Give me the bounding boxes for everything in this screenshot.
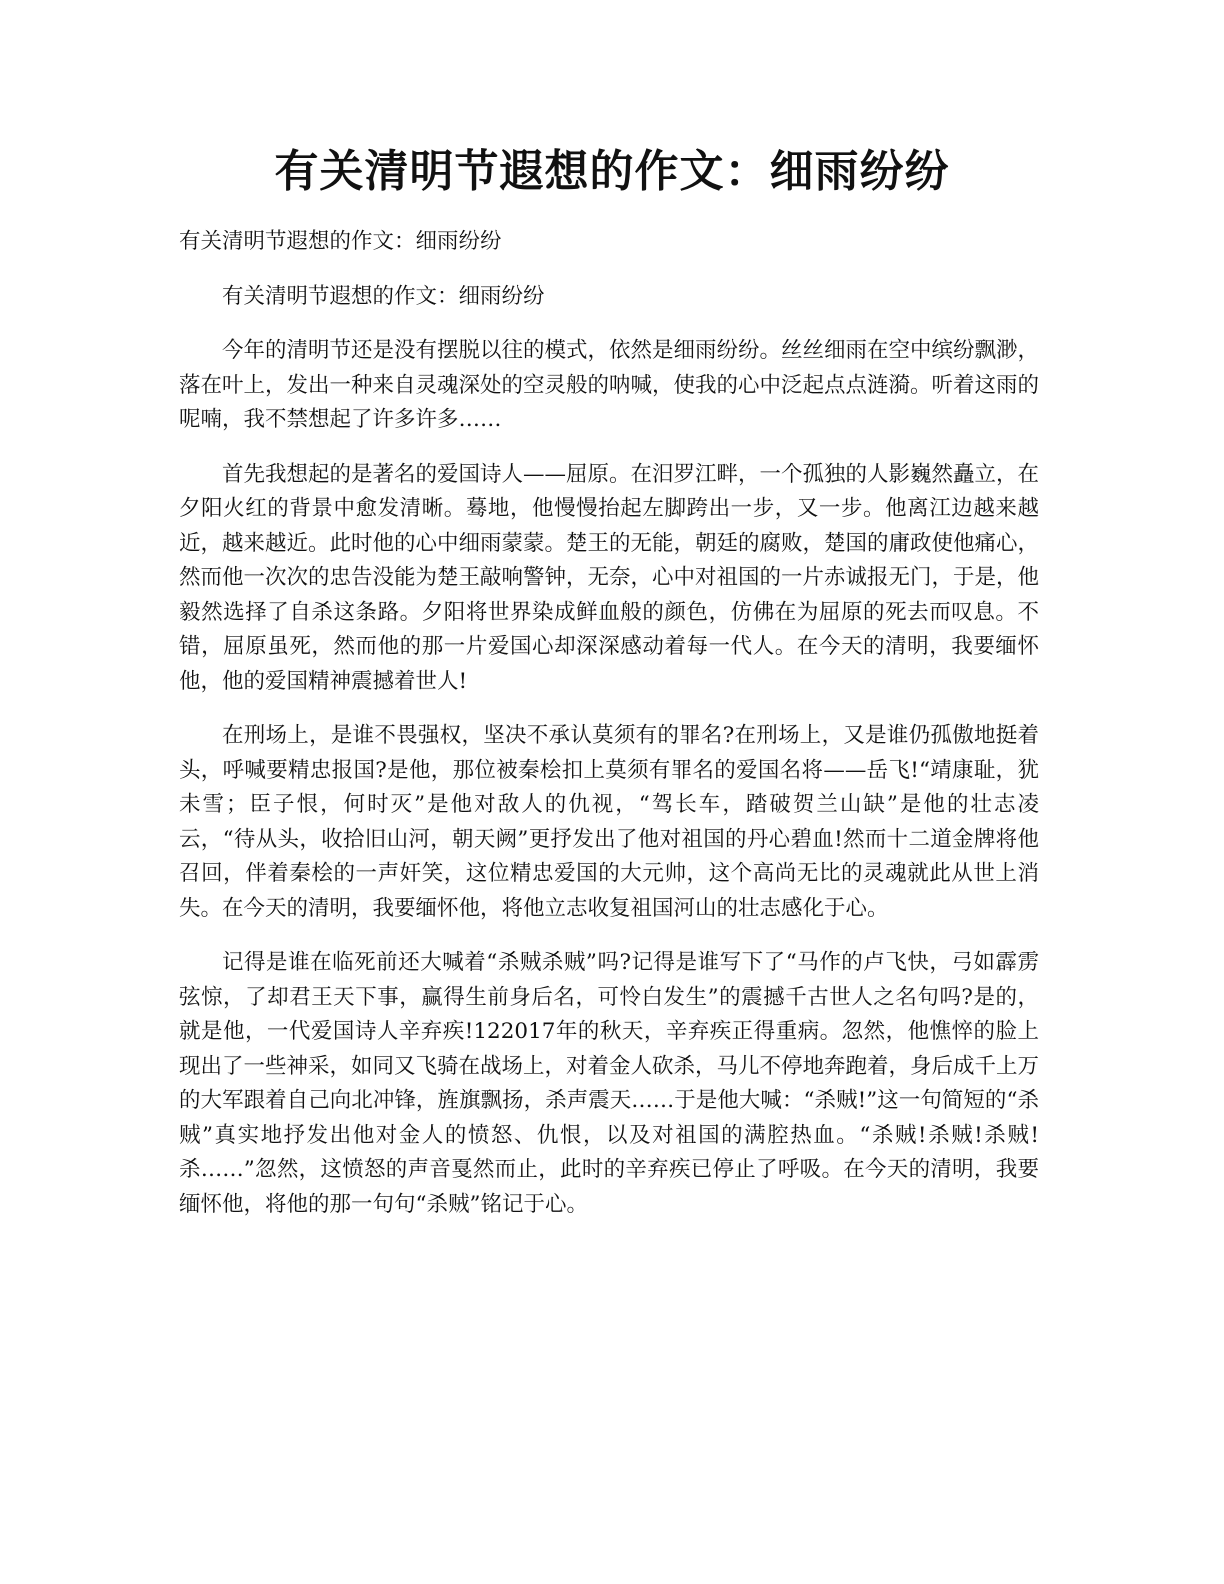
paragraph-repeat-title: 有关清明节遐想的作文：细雨纷纷 (222, 283, 545, 309)
paragraph-yue-fei: 在刑场上，是谁不畏强权，坚决不承认莫须有的罪名?在刑场上，又是谁仍孤傲地挺着头，呼喊要精忠报国?是他，那位被秦桧扣上莫须有罪名的爱国名将——岳飞!“靖康耻，犹未雪；臣子恨，何时灭”是他对敌人的仇视，“驾长车，踏破贺兰山缺”是他的壮志凌云，“待从头，收拾旧山河，朝天阙”更抒发出了他对祖国的丹心碧血!然而十二道金牌将他召回，伴着秦桧的一声奸笑，这位精忠爱国的大元帅，这个高尚无比的灵魂就此从世上消失。在今天的清明，我要缅怀他，将他立志收复祖国河山的壮志感化于心。 (179, 723, 1039, 921)
paragraph-xin-qiji: 记得是谁在临死前还大喊着“杀贼杀贼”吗?记得是谁写下了“马作的卢飞快，弓如霹雳弦惊，了却君王天下事，赢得生前身后名，可怜白发生”的震撼千古世人之名句吗?是的，就是他，一代爱国诗人辛弃疾!122017年的秋天，辛弃疾正得重病。忽然，他憔悴的脸上现出了一些神采，如同又飞骑在战场上，对着金人砍杀，马儿不停地奔跑着，身后成千上万的大军跟着自己向北冲锋，旌旗飘扬，杀声震天……于是他大喊：“杀贼!”这一句简短的“杀贼”真实地抒发出他对金人的愤怒、仇恨，以及对祖国的满腔热血。“杀贼!杀贼!杀贼!杀……”忽然，这愤怒的声音戛然而止，此时的辛弃疾已停止了呼吸。在今天的清明，我要缅怀他，将他的那一句句“杀贼”铭记于心。 (179, 950, 1040, 1217)
document-subtitle: 有关清明节遐想的作文：细雨纷纷 (179, 229, 502, 254)
document-title: 有关清明节遐想的作文：细雨纷纷 (274, 146, 950, 197)
paragraph-qu-yuan: 首先我想起的是著名的爱国诗人——屈原。在汨罗江畔，一个孤独的人影巍然矗立，在夕阳火红的背景中愈发清晰。蓦地，他慢慢抬起左脚跨出一步，又一步。他离江边越来越近，越来越近。此时他的心中细雨蒙蒙。楚王的无能，朝廷的腐败，楚国的庸政使他痛心，然而他一次次的忠告没能为楚王敲响警钟，无奈，心中对祖国的一片赤诚报无门，于是，他毅然选择了自杀这条路。夕阳将世界染成鲜血般的颜色，仿佛在为屈原的死去而叹息。不错，屈原虽死，然而他的那一片爱国心却深深感动着每一代人。在今天的清明，我要缅怀他，他的爱国精神震撼着世人! (179, 461, 1040, 694)
document-body (179, 225, 1039, 1242)
paragraph-intro: 今年的清明节还是没有摆脱以往的模式，依然是细雨纷纷。丝丝细雨在空中缤纷飘渺，落在叶上，发出一种来自灵魂深处的空灵般的呐喊，使我的心中泛起点点涟漪。听着这雨的呢喃，我不禁想起了许多许多…… (179, 338, 1040, 432)
